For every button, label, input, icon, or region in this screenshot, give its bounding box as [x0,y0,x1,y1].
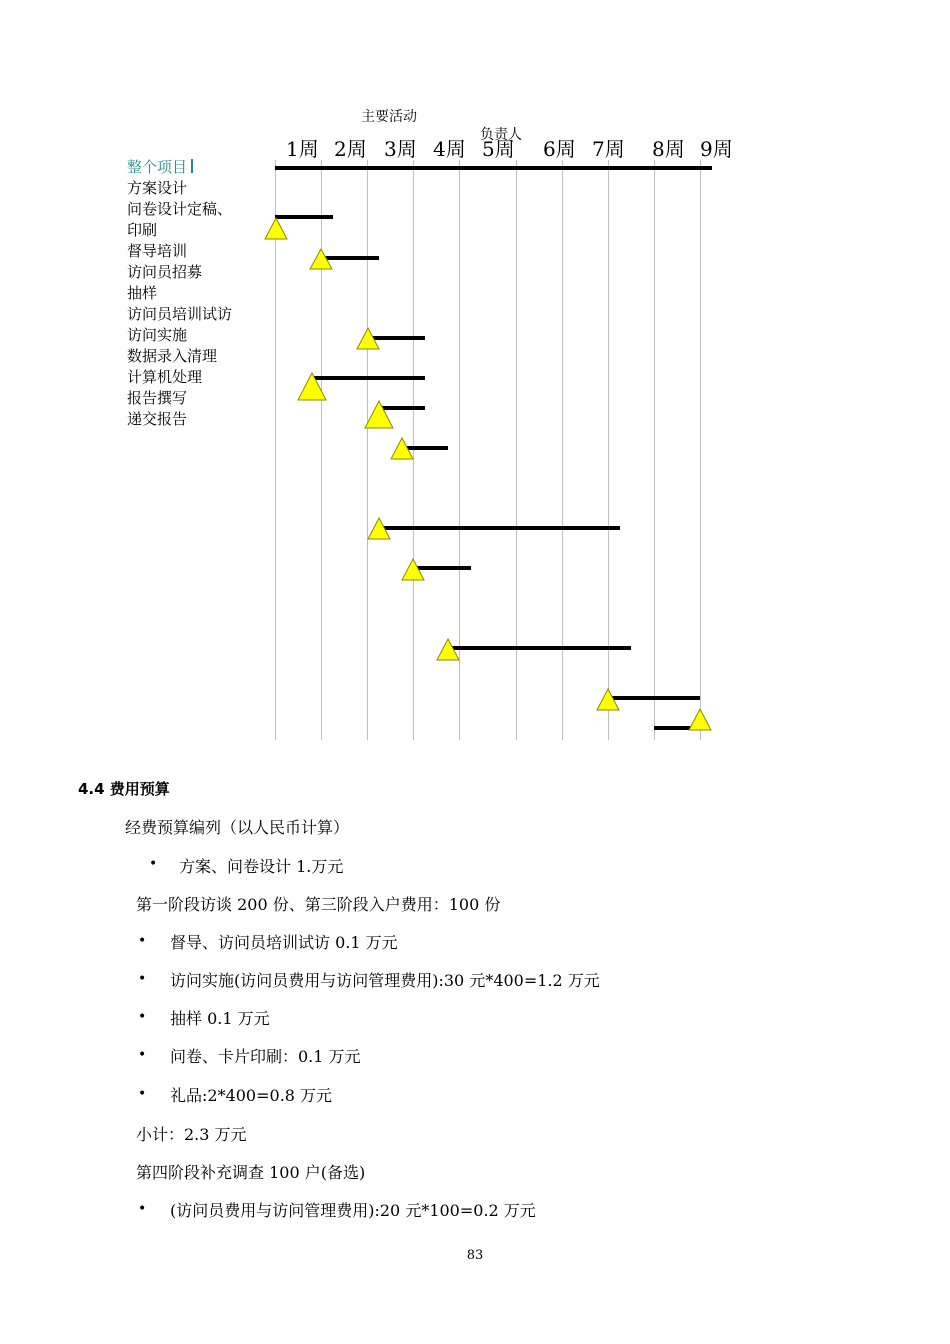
task-item: 访问员培训试访 [127,305,233,323]
task-item: 督导培训 [127,242,188,260]
milestone-marker [265,218,287,239]
week-label-1: 1周 [286,137,319,161]
task-item: 数据录入清理 [127,347,218,365]
budget-stage4: 第四阶段补充调查 100 户(备选) [136,1163,366,1182]
header-activity: 主要活动 [361,109,417,125]
gantt-grid [276,160,701,740]
page-number: 83 [466,1248,484,1263]
task-item: 递交报告 [127,410,188,428]
task-label: 整个项目 [127,158,188,176]
task-item: 访问实施 [127,326,188,344]
week-label-5: 5周 [482,137,515,161]
budget-subtotal: 小计：2.3 万元 [136,1125,247,1144]
task-item: 印刷 [127,221,158,239]
week-label-9: 9周 [700,137,733,161]
budget-item: (访问员费用与访问管理费用):20 元*100=0.2 万元 [170,1201,536,1220]
budget-item: 方案、问卷设计 1.万元 [179,857,344,876]
gantt-bars [275,168,712,728]
budget-item: 礼品:2*400=0.8 万元 [170,1086,333,1105]
budget-item: 问卷、卡片印刷：0.1 万元 [170,1047,361,1066]
week-label-6: 6周 [543,137,576,161]
budget-item: 抽样 0.1 万元 [170,1009,270,1028]
task-item: 问卷设计定稿、 [127,200,233,218]
task-item: 计算机处理 [127,368,203,386]
bullet-icon: • [138,1047,147,1063]
task-item: 抽样 [127,284,158,302]
task-item: 方案设计 [127,179,188,197]
bullet-icon: • [149,856,158,872]
section-title: 4.4 费用预算 [78,780,170,798]
week-label-2: 2周 [334,137,367,161]
gantt-milestones [265,218,711,730]
bullet-icon: • [138,933,147,949]
budget-item: 督导、访问员培训试访 0.1 万元 [170,933,398,952]
bullet-icon: • [138,1201,147,1217]
budget-stage-line: 第一阶段访谈 200 份、第三阶段入户费用：100 份 [136,895,501,914]
week-label-8: 8周 [652,137,685,161]
week-label-3: 3周 [384,137,417,161]
bullet-icon: • [138,1009,147,1025]
task-item: 访问员招募 [127,263,203,281]
bullet-icon: • [138,1086,147,1102]
week-label-7: 7周 [592,137,625,161]
milestone-marker [689,709,711,730]
week-label-4: 4周 [433,137,466,161]
budget-intro: 经费预算编列（以人民币计算） [125,818,350,837]
budget-item: 访问实施(访问员费用与访问管理费用):30 元*400=1.2 万元 [170,971,600,990]
milestone-marker [365,401,393,428]
header-owner: 负责人 [480,127,522,143]
bullet-icon: • [138,971,147,987]
task-item: 报告撰写 [127,389,188,407]
